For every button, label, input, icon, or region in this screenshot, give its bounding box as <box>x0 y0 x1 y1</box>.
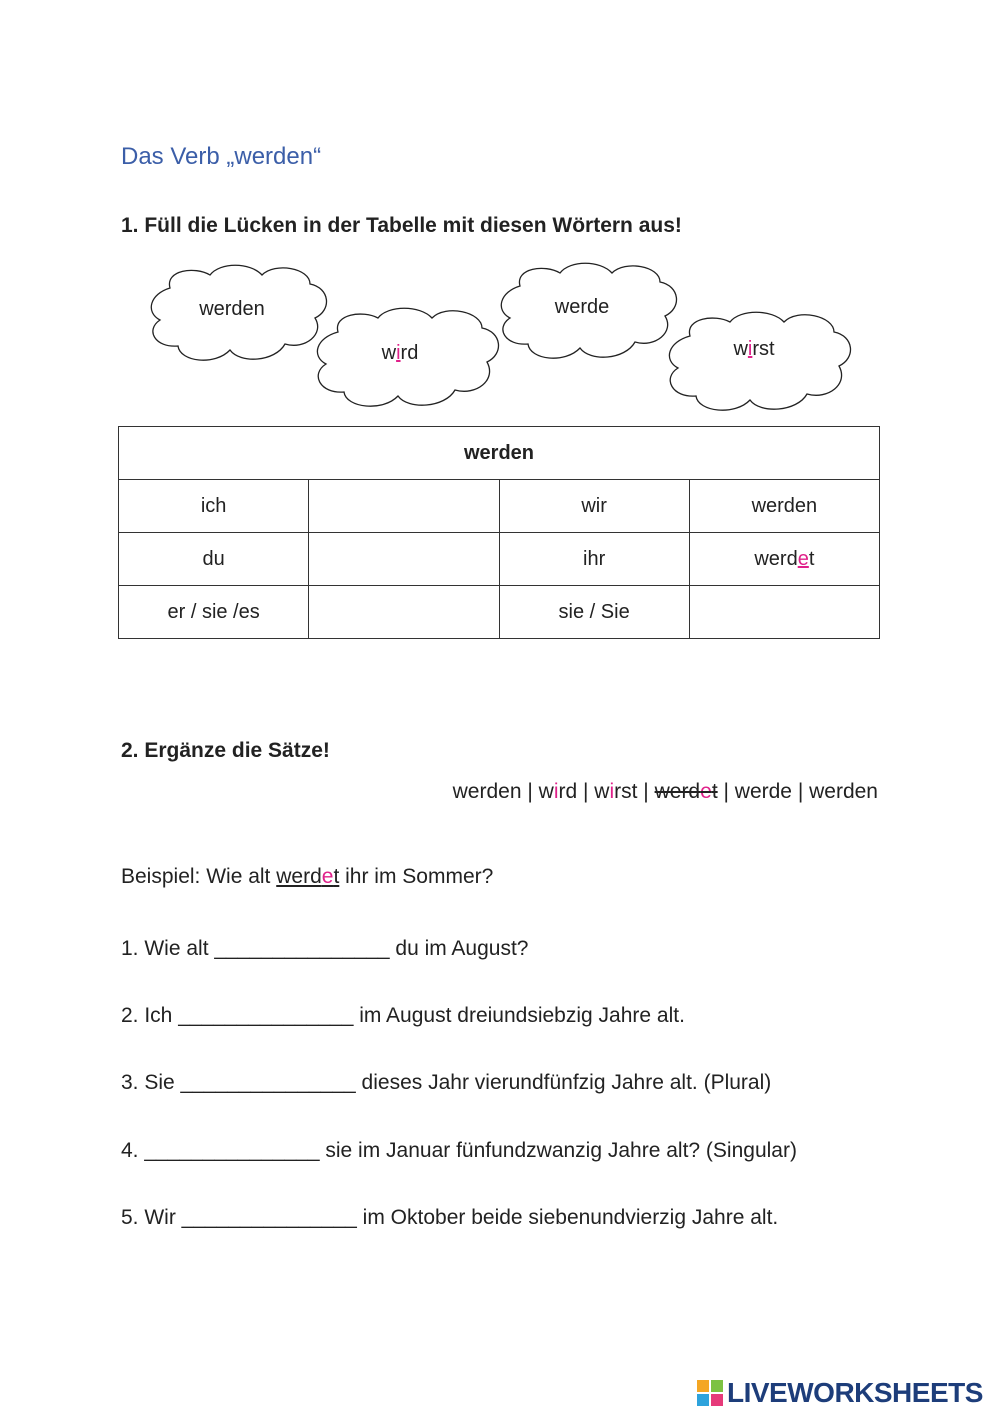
wordbank-word: wirst <box>594 780 638 803</box>
pronoun-cell: du <box>119 533 309 586</box>
cloud-word-wirst-pre: w <box>733 338 748 360</box>
table-row <box>119 533 880 586</box>
cloud-word-werde: werde <box>554 296 610 318</box>
cloud-word-werden: werden <box>199 298 265 320</box>
conjugation-table <box>118 426 880 639</box>
logo-square <box>697 1380 709 1392</box>
example-verb: werdet <box>276 865 340 888</box>
wordbank-separator: | <box>637 780 655 803</box>
table-row <box>119 586 880 639</box>
cloud-word-wird-mark: i <box>396 342 401 364</box>
wordbank-word: werden <box>809 780 878 803</box>
cloud-word-wird <box>381 342 419 364</box>
pronoun-cell: ihr <box>499 533 689 586</box>
pronoun-cell: er / sie /es <box>119 586 309 639</box>
example-pre: Beispiel: Wie alt <box>121 865 277 888</box>
wordbank-separator: | <box>791 780 810 803</box>
sentence-4[interactable]: 4. _______________ sie im Januar fünfundzwanzig Jahre alt? (Singular) <box>121 1139 797 1162</box>
sentence-5[interactable]: 5. Wir _______________ im Oktober beide siebenundvierzig Jahre alt. <box>121 1206 779 1229</box>
table-header: werden <box>119 427 880 480</box>
liveworksheets-logo <box>697 1377 983 1409</box>
verb-pre: werd <box>754 547 798 570</box>
cloud-word-wirst <box>732 338 775 360</box>
sentence-1[interactable]: 1. Wie alt _______________ du im August? <box>121 937 529 960</box>
logo-square <box>697 1394 709 1406</box>
example-post: ihr im Sommer? <box>339 865 494 888</box>
table-header-row <box>119 427 880 480</box>
verb-mark: e <box>797 547 809 570</box>
logo-square <box>711 1380 723 1392</box>
wordbank-separator: | <box>577 780 595 803</box>
cloud-shape-4 <box>669 312 850 410</box>
cloud-word-wird-post: rd <box>400 342 419 364</box>
word-bank <box>453 780 878 804</box>
answer-cell-sie[interactable] <box>689 586 879 639</box>
wordbank-word-used: werdet <box>654 780 718 803</box>
answer-cell-er[interactable] <box>309 586 499 639</box>
task2-heading: 2. Ergänze die Sätze! <box>121 739 330 762</box>
answer-cell-du[interactable] <box>309 533 499 586</box>
logo-text: LIVEWORKSHEETS <box>727 1377 983 1408</box>
wordbank-word: werde <box>734 780 792 803</box>
example-sentence <box>121 865 493 889</box>
pronoun-cell: wir <box>499 480 689 533</box>
cloud-word-wird-pre: w <box>381 342 397 364</box>
wordbank-separator: | <box>521 780 539 803</box>
task1-heading: 1. Füll die Lücken in der Tabelle mit diesen Wörtern aus! <box>121 214 682 237</box>
logo-squares-icon <box>697 1380 723 1406</box>
answer-cell-ich[interactable] <box>309 480 499 533</box>
wordbank-separator: | <box>717 780 735 803</box>
logo-square <box>711 1394 723 1406</box>
pronoun-cell: sie / Sie <box>499 586 689 639</box>
cloud-word-wirst-mark: i <box>747 338 753 360</box>
cloud-word-wirst-post: rst <box>752 338 775 360</box>
table-row <box>119 480 880 533</box>
verb-post: t <box>808 547 815 570</box>
wordbank-word: wird <box>538 780 578 803</box>
pronoun-cell: ich <box>119 480 309 533</box>
verb-cell <box>689 533 879 586</box>
word-clouds <box>0 0 1000 420</box>
sentence-3[interactable]: 3. Sie _______________ dieses Jahr vierundfünfzig Jahre alt. (Plural) <box>121 1071 772 1094</box>
sentence-2[interactable]: 2. Ich _______________ im August dreiundsiebzig Jahre alt. <box>121 1004 685 1027</box>
wordbank-word: werden <box>452 780 522 803</box>
verb-cell: werden <box>689 480 879 533</box>
page-title: Das Verb „werden“ <box>121 143 322 170</box>
